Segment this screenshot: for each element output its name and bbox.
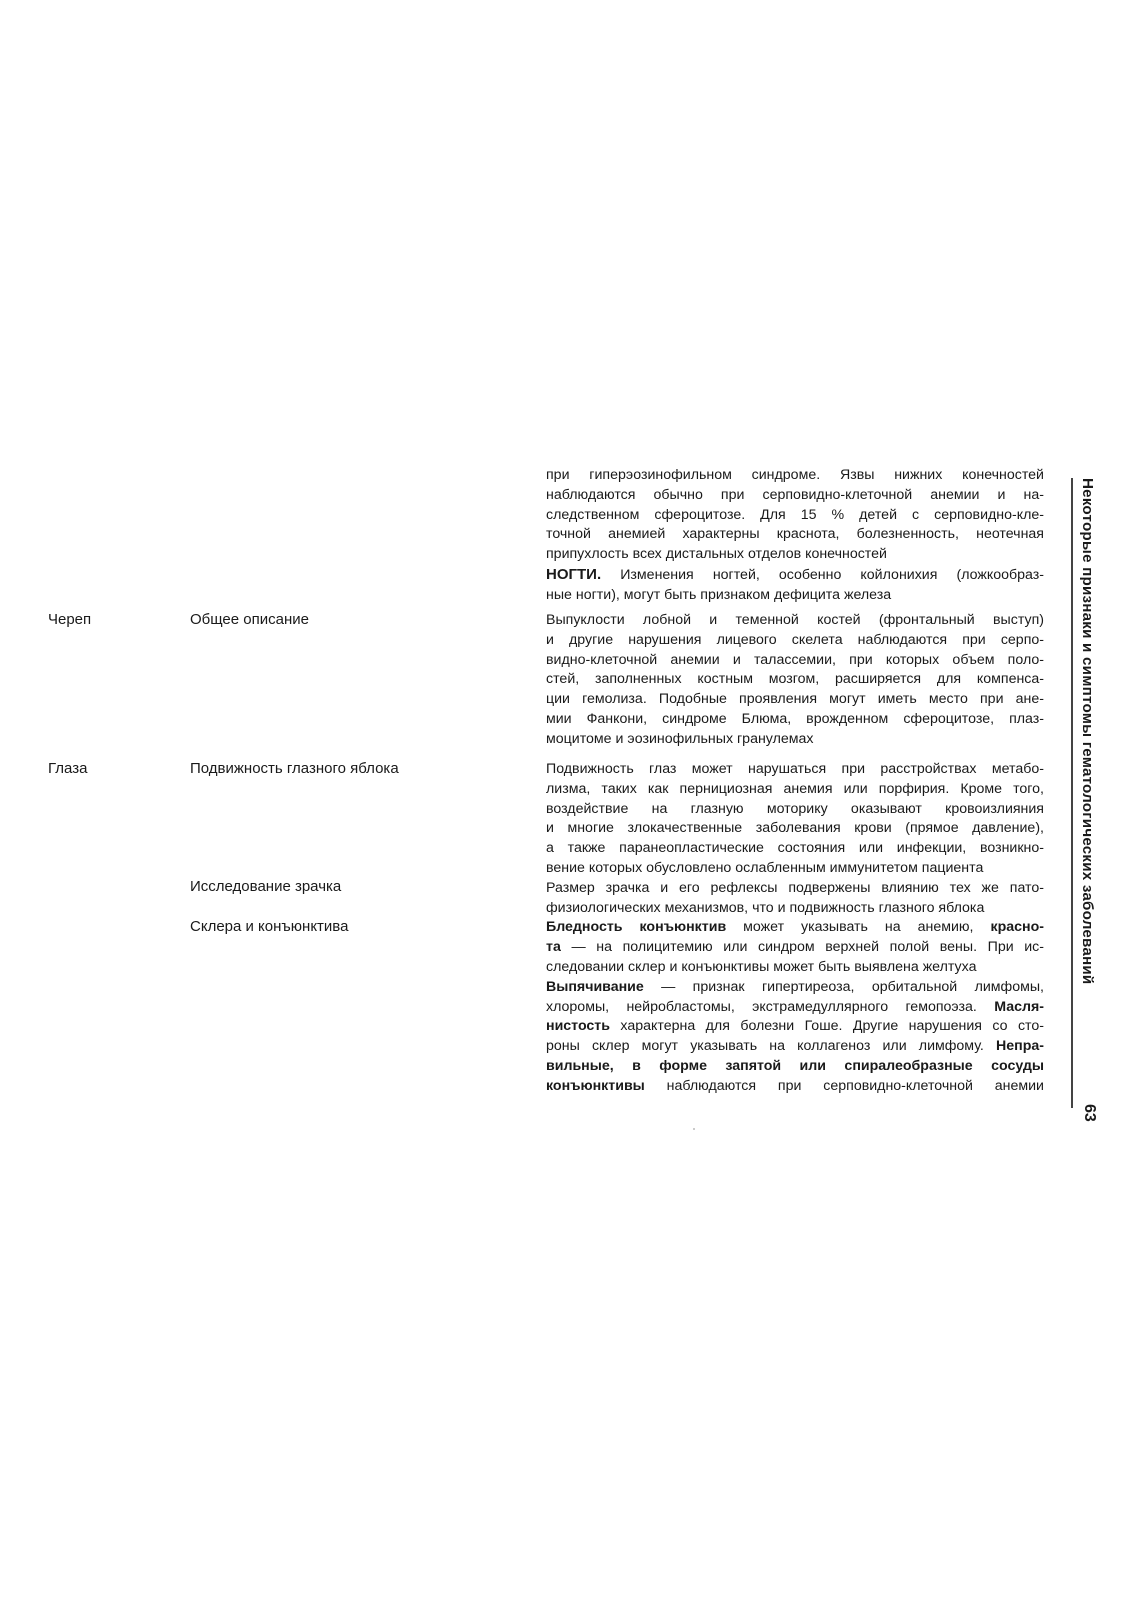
text-line: видно-клеточной анемии и талассемии, при которых объем поло- <box>546 651 1044 668</box>
text-line: припухлость всех дистальных отделов конечностей <box>546 546 887 563</box>
text-line: Выпуклости лобной и теменной костей (фронтальный выступ) <box>546 612 1044 628</box>
scan-speck <box>693 1128 695 1130</box>
running-head <box>1078 478 1098 985</box>
text-line: стей, заполненных костным мозгом, расширяется для компенса- <box>546 671 1044 688</box>
bold-term: Непра- <box>996 1038 1044 1055</box>
text-line: а также паранеопластические состояния или инфекции, возникно- <box>546 840 1044 857</box>
text-fragment: роны склер могут указывать на коллагеноз или лимфому. <box>546 1038 996 1055</box>
text-line <box>546 978 1044 998</box>
text-line: Размер зрачка и его рефлексы подвержены влиянию тех же пато- <box>546 879 1044 896</box>
text-line <box>546 1037 1044 1057</box>
topic-general-description: Общее описание <box>190 611 309 628</box>
text-line: следовании склер и конъюнктивы может быть выявлена желтуха <box>546 958 977 975</box>
text-line <box>546 565 1044 586</box>
topic-pupil-exam: Исследование зрачка <box>190 878 342 895</box>
text-line: следственном сфероцитозе. Для 15 % детей с серповидно-кле- <box>546 506 1044 523</box>
bold-term: нистость <box>546 1018 610 1035</box>
bold-term: Масля- <box>994 998 1044 1015</box>
text-fragment: хлоромы, нейробластомы, экстрамедуллярного гемопоэза. <box>546 998 995 1015</box>
text-fragment: характерна для болезни Гоше. Другие нарушения со сто- <box>609 1018 1044 1035</box>
topic-eye-motility: Подвижность глазного яблока <box>190 760 399 777</box>
text-line: Подвижность глаз может нарушаться при расстройствах метабо- <box>546 761 1044 777</box>
bold-term: красно- <box>990 919 1044 936</box>
text-skull <box>546 611 1044 750</box>
text-line: мии Фанкони, синдроме Блюма, врожденном сфероцитозе, плаз- <box>546 710 1044 727</box>
text-line: при гиперэозинофильном синдроме. Язвы нижних конечностей <box>546 467 1044 483</box>
text-line: точной анемией характерны краснота, болезненность, неотечная <box>546 526 1044 543</box>
text-line <box>546 1057 1044 1077</box>
text-fragment: — на полицитемию или синдром верхней полой вены. При ис- <box>560 939 1044 956</box>
page-number-text: 63 <box>1081 1104 1098 1122</box>
text-line <box>546 1017 1044 1037</box>
text-line: физиологических механизмов, что и подвижность глазного яблока <box>546 899 985 916</box>
bold-term: та <box>546 939 561 956</box>
region-eyes: Глаза <box>48 760 88 777</box>
bold-term: вильные, в форме запятой или спиралеобразные сосуды <box>546 1057 1044 1074</box>
text-eye-motility <box>546 760 1044 1097</box>
running-head-rule <box>1071 478 1073 1108</box>
text-line: и другие нарушения лицевого скелета наблюдаются при серпо- <box>546 631 1044 648</box>
text-fragment: Изменения ногтей, особенно койлонихия (ложкообраз- <box>620 566 1044 583</box>
bold-term: Выпячивание <box>546 978 644 995</box>
text-line: ции гемолиза. Подобные проявления могут иметь место при ане- <box>546 691 1044 708</box>
nails-heading: НОГТИ. <box>546 565 602 583</box>
text-fragment: — признак гипертиреоза, орбитальной лимфомы, <box>643 978 1044 995</box>
text-line: наблюдаются обычно при серповидно-клеточной анемии и на- <box>546 486 1044 503</box>
text-line: и многие злокачественные заболевания крови (прямое давление), <box>546 820 1044 837</box>
text-limbs-nails <box>546 466 1044 606</box>
bold-term: конъюнктивы <box>546 1077 645 1094</box>
text-line: моцитоме и эозинофильных гранулемах <box>546 730 814 747</box>
text-line <box>546 1077 1044 1097</box>
running-head-text: Некоторые признаки и симптомы гематологических заболеваний <box>1079 478 1096 985</box>
bold-term: Бледность конъюнктив <box>546 919 727 936</box>
text-fragment: может указывать на анемию, <box>726 919 991 936</box>
text-line: ные ногти), могут быть признаком дефицита железа <box>546 586 892 603</box>
text-line <box>546 938 1044 958</box>
text-line: вение которых обусловлено ослабленным иммунитетом пациента <box>546 859 984 876</box>
topic-sclera-conjunctiva: Склера и конъюнктива <box>190 918 349 935</box>
text-line: лизма, таких как пернициозная анемия или порфирия. Кроме того, <box>546 780 1044 797</box>
page-number <box>1080 1104 1100 1134</box>
text-line <box>546 998 1044 1018</box>
region-skull: Череп <box>48 611 92 628</box>
text-fragment: наблюдаются при серповидно-клеточной анемии <box>644 1077 1044 1094</box>
text-line: воздействие на глазную моторику оказывают кровоизлияния <box>546 800 1044 817</box>
text-line <box>546 918 1044 938</box>
